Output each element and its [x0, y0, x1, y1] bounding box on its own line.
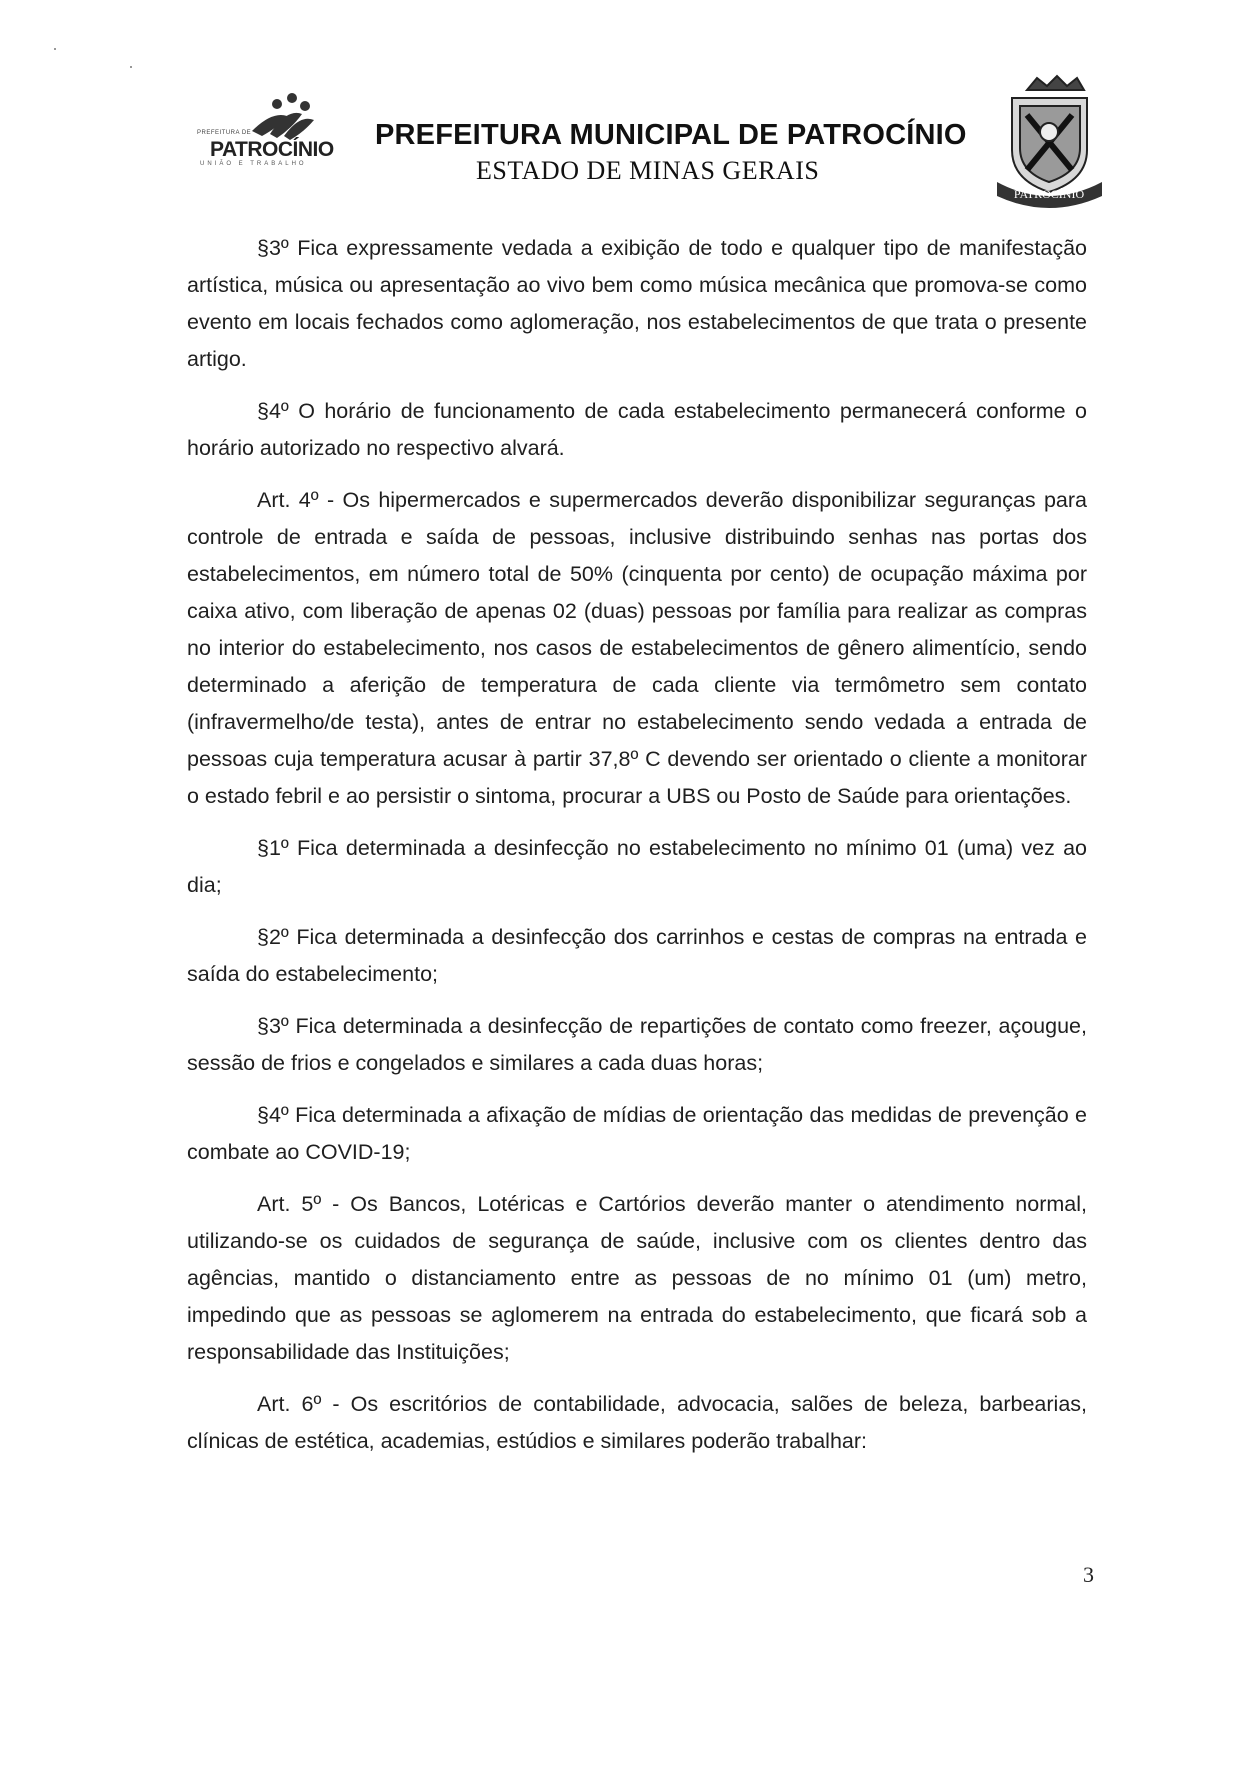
logo-wordmark: PATROCÍNIO [210, 138, 334, 161]
logo-small-text: PREFEITURA DE [197, 130, 252, 136]
paragraph-art4-par4: §4º Fica determinada a afixação de mídias de orientação das medidas de prevenção e combate ao COVID-19; [187, 1103, 1087, 1164]
logo-tagline: UNIÃO E TRABALHO [200, 161, 307, 167]
paragraph-art3-par4: §4º O horário de funcionamento de cada estabelecimento permanecerá conforme o horário autorizado no respectivo alvará. [187, 399, 1087, 460]
document-header [0, 0, 1245, 210]
paragraph-art6: Art. 6º - Os escritórios de contabilidade, advocacia, salões de beleza, barbearias, clínicas de estética, academias, estúdios e similares poderão trabalhar: [187, 1392, 1087, 1453]
paragraph-art3-par3: §3º Fica expressamente vedada a exibição de todo e qualquer tipo de manifestação artística, música ou apresentação ao vivo bem como música mecânica que promova-se como evento em locais fechados como aglomeração, nos estabelecimentos de que trata o presente artigo. [187, 236, 1087, 371]
document-body [187, 230, 1087, 1475]
paragraph-art5: Art. 5º - Os Bancos, Lotéricas e Cartórios deverão manter o atendimento normal, utilizando-se os cuidados de segurança de saúde, inclusive com os clientes dentro das agências, mantido o distanciamento entre as pessoas de no mínimo 01 (um) metro, impedindo que as pessoas se aglomerem na entrada do estabelecimento, que ficará sob a responsabilidade das Instituições; [187, 1192, 1087, 1364]
paragraph-art4-par3: §3º Fica determinada a desinfecção de repartições de contato como freezer, açougue, sessão de frios e congelados e similares a cada duas horas; [187, 1014, 1087, 1075]
header-title: PREFEITURA MUNICIPAL DE PATROCÍNIO [375, 119, 967, 151]
page-number: 3 [1083, 1562, 1094, 1587]
crest-banner-text: PATROCÍNIO [1013, 187, 1085, 201]
header-subtitle: ESTADO DE MINAS GERAIS [476, 156, 820, 185]
municipal-crest-icon [992, 70, 1107, 210]
paragraph-art4-par2: §2º Fica determinada a desinfecção dos carrinhos e cestas de compras na entrada e saída do estabelecimento; [187, 925, 1087, 986]
scan-speck [130, 66, 132, 68]
scan-speck [54, 48, 56, 50]
paragraph-art4: Art. 4º - Os hipermercados e supermercados deverão disponibilizar seguranças para controle de entrada e saída de pessoas, inclusive distribuindo senhas nas portas dos estabelecimentos, em número total de 50% (cinquenta por cento) de ocupação máxima por caixa ativo, com liberação de apenas 02 (duas) pessoas por família para realizar as compras no interior do estabelecimento, nos casos de estabelecimentos de gênero alimentício, sendo determinado a aferição de temperatura de cada cliente via termômetro sem contato (infravermelho/de testa), antes de entrar no estabelecimento sendo vedada a entrada de pessoas cuja temperatura acusar à partir 37,8º C devendo ser orientado o cliente a monitorar o estado febril e ao persistir o sintoma, procurar a UBS ou Posto de Saúde para orientações. [187, 488, 1087, 808]
paragraph-art4-par1: §1º Fica determinada a desinfecção no estabelecimento no mínimo 01 (uma) vez ao dia; [187, 836, 1087, 897]
